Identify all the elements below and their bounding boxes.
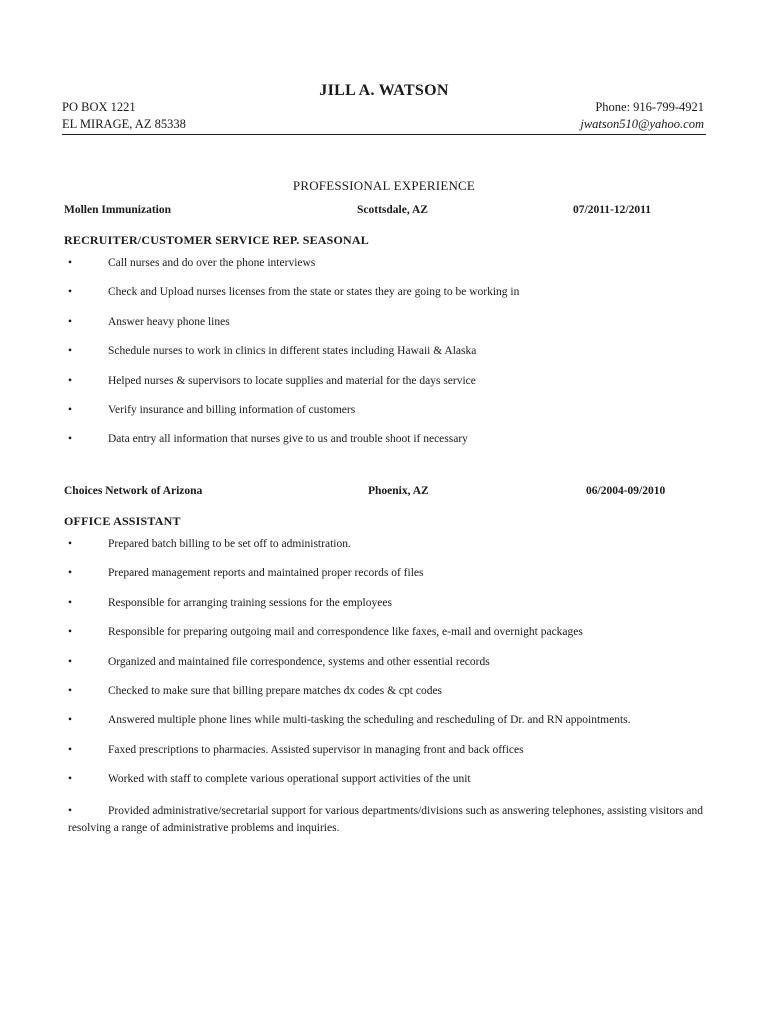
bullet-icon: • (68, 286, 73, 299)
bullet-icon: • (68, 626, 73, 639)
bullet-icon: • (68, 257, 73, 269)
list-item (64, 597, 714, 626)
list-item (64, 316, 714, 345)
bullet-icon: • (68, 538, 73, 550)
list-item (64, 433, 714, 462)
list-item (64, 404, 714, 433)
list-item (64, 375, 714, 404)
job-location: Scottsdale, AZ (357, 204, 428, 216)
list-item (64, 538, 714, 567)
job-location: Phoenix, AZ (368, 485, 429, 497)
bullet-icon: • (68, 315, 73, 328)
job-employer: Choices Network of Arizona (64, 485, 203, 497)
job-dates: 07/2011-12/2011 (573, 204, 651, 216)
list-item (64, 257, 714, 286)
duty-text: Responsible for arranging training sessions for the employees (108, 596, 392, 609)
job-title-2: OFFICE ASSISTANT (64, 514, 181, 528)
duty-text: Answered multiple phone lines while multi-tasking the scheduling and rescheduling of Dr. and RN appointments. (108, 714, 631, 727)
list-item (64, 744, 714, 773)
bullet-icon: • (68, 714, 73, 727)
duty-text: Check and Upload nurses licenses from the state or states they are going to be working in (108, 286, 520, 299)
duty-text: Prepared management reports and maintained proper records of files (108, 567, 424, 580)
list-item (64, 345, 714, 374)
duty-text: Helped nurses & supervisors to locate supplies and material for the days service (108, 374, 476, 387)
bullet-icon: • (68, 403, 73, 416)
duty-text: Faxed prescriptions to pharmacies. Assisted supervisor in managing front and back offices (108, 743, 524, 756)
duty-text: Verify insurance and billing information of customers (108, 403, 356, 416)
bullet-icon: • (68, 655, 73, 668)
job-header-1 (0, 204, 768, 220)
duty-text: Provided administrative/secretarial support for various departments/divisions such as answering telephones, assisting visitors and resolving a range of administrative problems and inquiries. (68, 805, 704, 834)
section-title-professional-experience: PROFESSIONAL EXPERIENCE (292, 178, 476, 193)
bullet-icon: • (68, 596, 73, 609)
bullet-icon: • (68, 345, 73, 358)
list-item (64, 685, 714, 714)
list-item (64, 656, 714, 685)
bullet-icon: • (68, 805, 73, 817)
bullet-icon: • (68, 433, 73, 446)
bullet-icon: • (68, 684, 73, 697)
bullet-icon: • (68, 567, 73, 580)
duty-text: Prepared batch billing to be set off to administration. (108, 538, 351, 550)
duty-text: Responsible for preparing outgoing mail and correspondence like faxes, e-mail and overnight packages (108, 626, 583, 639)
address-line-2: EL MIRAGE, AZ 85338 (62, 117, 186, 131)
job-header-2 (0, 485, 768, 501)
job-duties-list-1 (64, 257, 714, 463)
list-item (64, 714, 714, 743)
duty-text: Data entry all information that nurses give to us and trouble shoot if necessary (108, 433, 468, 446)
bullet-icon: • (68, 743, 73, 756)
phone-number: Phone: 916-799-4921 (595, 100, 704, 114)
list-item (64, 626, 714, 655)
job-employer: Mollen Immunization (64, 204, 172, 216)
contact-block (580, 99, 704, 133)
list-item (64, 286, 714, 315)
list-item-wrapped (68, 803, 708, 837)
duty-text: Organized and maintained file correspondence, systems and other essential records (108, 655, 490, 668)
job-dates: 06/2004-09/2010 (586, 485, 666, 497)
address-line-1: PO BOX 1221 (62, 100, 136, 114)
bullet-icon: • (68, 374, 73, 387)
email-address: jwatson510@yahoo.com (580, 117, 704, 131)
header-divider (62, 134, 706, 135)
duty-text: Checked to make sure that billing prepare matches dx codes & cpt codes (108, 684, 443, 697)
list-item (64, 567, 714, 596)
duty-text: Schedule nurses to work in clinics in different states including Hawaii & Alaska (108, 345, 477, 358)
duty-text: Answer heavy phone lines (108, 315, 230, 328)
job-title-1: RECRUITER/CUSTOMER SERVICE REP. SEASONAL (64, 233, 369, 247)
bullet-icon: • (68, 773, 73, 786)
duty-text: Worked with staff to complete various operational support activities of the unit (108, 773, 471, 786)
list-item (64, 773, 714, 802)
address-block (62, 99, 186, 133)
resume-name: JILL A. WATSON (319, 82, 449, 99)
duty-text: Call nurses and do over the phone interviews (108, 257, 316, 269)
job-duties-list-2 (64, 538, 714, 803)
